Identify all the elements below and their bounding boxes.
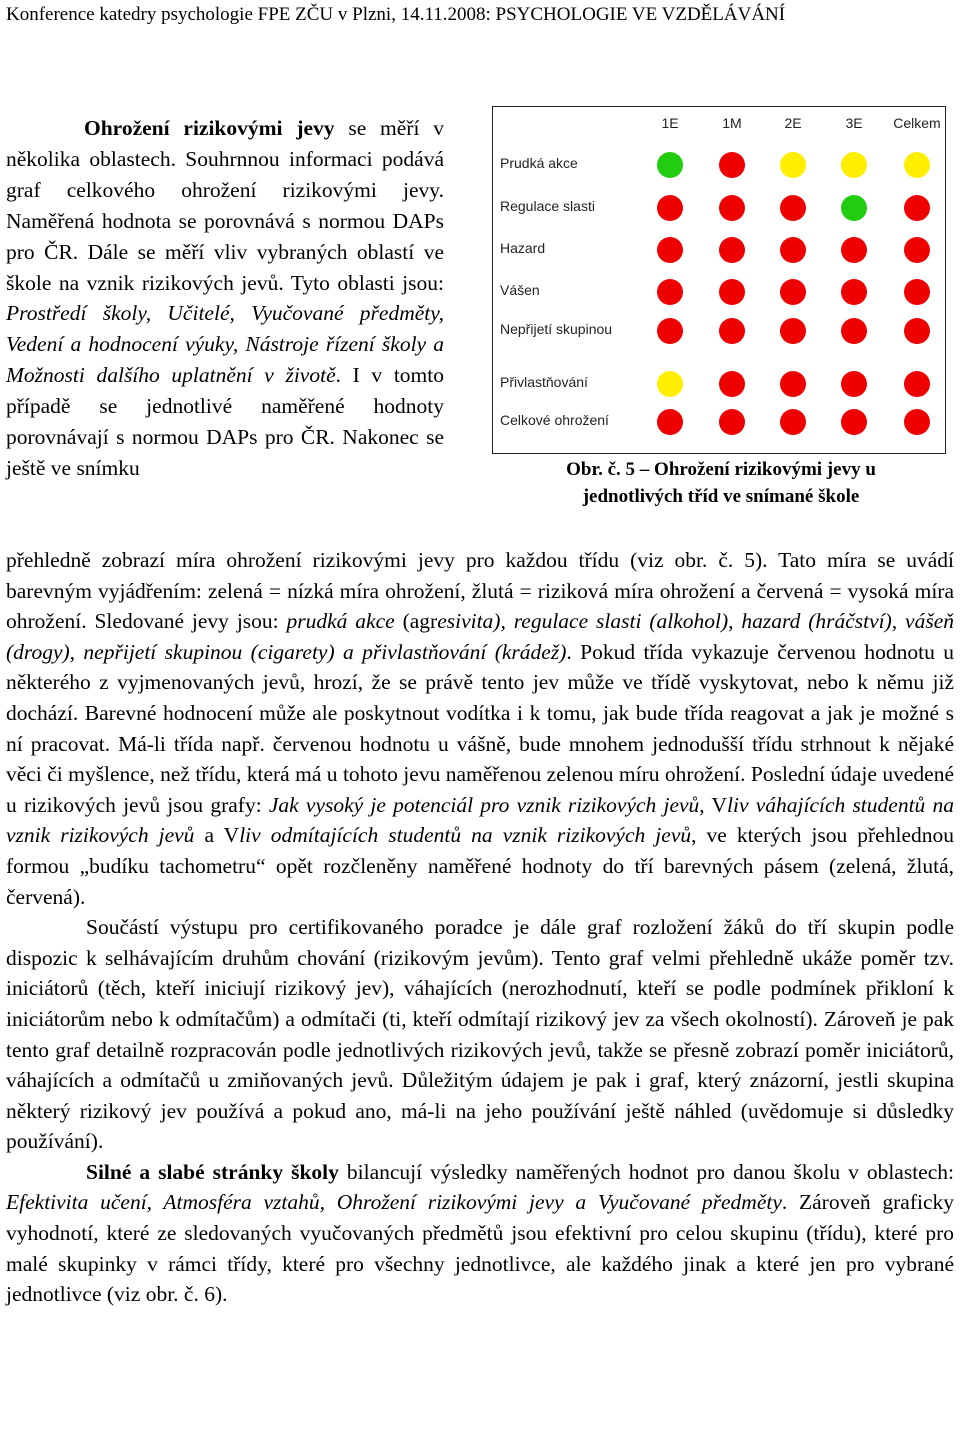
row-label: Nepřijetí skupinou	[500, 321, 613, 337]
row-label: Celkové ohrožení	[500, 412, 609, 428]
risk-dot-yellow	[904, 152, 930, 178]
risk-dot-red	[719, 152, 745, 178]
risk-dot-red	[780, 237, 806, 263]
p1-text-6: , ve kterých jsou přehlednou formou „budíku tachometru“ opět rozčleněny naměřené hodnoty do tří barevných pásem (zelená, žlutá, červená).	[6, 823, 954, 909]
p1-italic-4: liv váhajících studentů na vznik rizikových jevů	[6, 792, 954, 848]
risk-matrix-figure	[492, 106, 946, 454]
p1-italic-5: liv odmítajících studentů na vznik rizikových jevů	[239, 823, 692, 848]
risk-dot-red	[657, 237, 683, 263]
p3-bold: Silné a slabé stránky školy	[86, 1159, 339, 1184]
row-label: Vášen	[500, 282, 540, 298]
intro-italic-areas: Prostředí školy, Učitelé, Vyučované předměty, Vedení a hodnocení výuky, Nástroje řízení školy a Možnosti dalšího uplatnění v životě	[6, 301, 444, 388]
p3-text-1: bilancují výsledky naměřených hodnot pro danou školu v oblastech:	[338, 1159, 954, 1184]
risk-dot-red	[841, 318, 867, 344]
risk-dot-red	[841, 409, 867, 435]
paragraph-risk-colors	[6, 545, 954, 912]
risk-dot-red	[780, 195, 806, 221]
risk-dot-red	[719, 371, 745, 397]
running-header: Konference katedry psychologie FPE ZČU v Plzni, 14.11.2008: PSYCHOLOGIE VE VZDĚLÁVÁNÍ	[6, 4, 786, 25]
risk-dot-red	[904, 237, 930, 263]
p1-text-2: (agr	[394, 609, 438, 634]
risk-dot-red	[904, 409, 930, 435]
risk-dot-red	[657, 279, 683, 305]
risk-dot-red	[719, 409, 745, 435]
risk-dot-red	[780, 318, 806, 344]
risk-dot-red	[780, 371, 806, 397]
caption-line-2: jednotlivých tříd ve snímané škole	[582, 486, 860, 507]
risk-dot-red	[657, 318, 683, 344]
risk-dot-red	[657, 409, 683, 435]
p1-italic-1: prudká akce	[286, 609, 395, 634]
p3-italic-1: Efektivita učení, Atmosféra vztahů, Ohrožení rizikovými jevy a Vyučované předměty	[6, 1190, 782, 1215]
row-label: Regulace slasti	[500, 198, 595, 214]
risk-dot-yellow	[780, 152, 806, 178]
paragraph-strengths	[6, 1157, 954, 1310]
risk-dot-green	[657, 152, 683, 178]
column-header-celkem: Celkem	[893, 115, 941, 131]
risk-dot-red	[719, 318, 745, 344]
row-label: Přivlastňování	[500, 374, 588, 390]
risk-dot-red	[719, 237, 745, 263]
intro-text-2: . I v tomto případě se jednotlivé naměřené hodnoty porovnávají s normou DAPs pro ČR. Nakonec se ještě ve snímku	[6, 363, 444, 480]
risk-dot-red	[904, 318, 930, 344]
risk-dot-red	[904, 195, 930, 221]
body-text	[6, 545, 954, 1310]
risk-dot-yellow	[657, 371, 683, 397]
column-header-1m: 1M	[722, 115, 742, 131]
intro-paragraph	[6, 113, 444, 484]
caption-line-1: Obr. č. 5 – Ohrožení rizikovými jevy u	[566, 459, 876, 480]
row-label: Hazard	[500, 240, 546, 256]
p1-italic-3: Jak vysoký je potenciál pro vznik rizikových jevů	[268, 792, 700, 817]
risk-dot-red	[841, 279, 867, 305]
risk-dot-red	[904, 371, 930, 397]
risk-dot-green	[841, 195, 867, 221]
intro-bold-lead: Ohrožení rizikovými jevy	[84, 116, 335, 140]
p1-text-4: , V	[699, 792, 728, 817]
row-label: Prudká akce	[500, 155, 578, 171]
p3-text-2: . Zároveň graficky vyhodnotí, které ze sledovaných vyučovaných předmětů jsou efektivní pro celou skupinu (třídu), které pro malé skupinky v rámci třídy, které pro všechny jednotlivce, ale každého jinak a které jen pro vybrané jednotlivce (viz obr. č. 6).	[6, 1190, 954, 1307]
intro-text-1: se měří v několika oblastech. Souhrnnou informaci podává graf celkového ohrožení rizikovými jevy. Naměřená hodnota se porovnává s normou DAPs pro ČR. Dále se měří vliv vybraných oblastí ve škole na vznik rizikových jevů. Tyto oblasti jsou:	[6, 116, 444, 295]
risk-dot-red	[780, 409, 806, 435]
p1-text-3: . Pokud třída vykazuje červenou hodnotu u některého z vyjmenovaných jevů, hrozí, že se právě tento jev může ve třídě vyskytovat, nebo k němu již dochází. Barevné hodnocení může ale poskytnout vodítka i k tomu, jak bude třída reagovat a jak je možné s ní pracovat. Má-li třída např. červenou hodnotu u vášně, bude mnohem jednodušší třídu strhnout k nějaké věci či myšlence, než třídu, která má u tohoto jevu naměřenou zelenou míru ohrožení. Poslední údaje uvedené u rizikových jevů jsou grafy:	[6, 639, 954, 817]
p1-text-5: a V	[194, 823, 240, 848]
figure-caption	[496, 456, 946, 510]
risk-dot-red	[841, 371, 867, 397]
paragraph-certified-output: Součástí výstupu pro certifikovaného poradce je dále graf rozložení žáků do tří skupin podle dispozic k selhávajícím druhům chování (rizikovým jevům). Tento graf velmi přehledně ukáže poměr tzv. iniciátorů (těch, kteří iniciují rizikový jev), váhajících (nerozhodnutí, kteří se podle podmínek přikloní k iniciátorům nebo k odmítačům) a odmítači (ti, kteří odmítají rizikový jev za všech okolností). Zároveň je pak tento graf detailně rozpracován podle jednotlivých rizikových jevů, takže se přesně zobrazí poměr iniciátorů, váhajících a odmítačů u zmiňovaných jevů. Důležitým údajem je pak i graf, který znázorní, jestli skupina některý rizikový jev používá a pokud ano, má-li na jeho používání ještě náhled (uvědomuje si důsledky používání).	[6, 915, 954, 1154]
risk-dot-red	[719, 195, 745, 221]
p1-italic-2: esivita), regulace slasti (alkohol), hazard (hráčství), vášeň (drogy), nepřijetí skupinou (cigarety) a přivlastňování (krádež)	[6, 609, 954, 664]
column-header-1e: 1E	[661, 115, 679, 131]
risk-dot-red	[657, 195, 683, 221]
risk-dot-yellow	[841, 152, 867, 178]
column-header-3e: 3E	[845, 115, 863, 131]
column-header-2e: 2E	[784, 115, 802, 131]
risk-dot-red	[904, 279, 930, 305]
p1-text-1: přehledně zobrazí míra ohrožení rizikovými jevy pro každou třídu (viz obr. č. 5). Tato míra se uvádí barevným vyjádřením: zelená = nízká míra ohrožení, žlutá = riziková míra ohrožení a červená = vysoká míra ohrožení. Sledované jevy jsou:	[6, 548, 954, 634]
risk-dot-red	[841, 237, 867, 263]
risk-dot-red	[719, 279, 745, 305]
risk-dot-red	[780, 279, 806, 305]
